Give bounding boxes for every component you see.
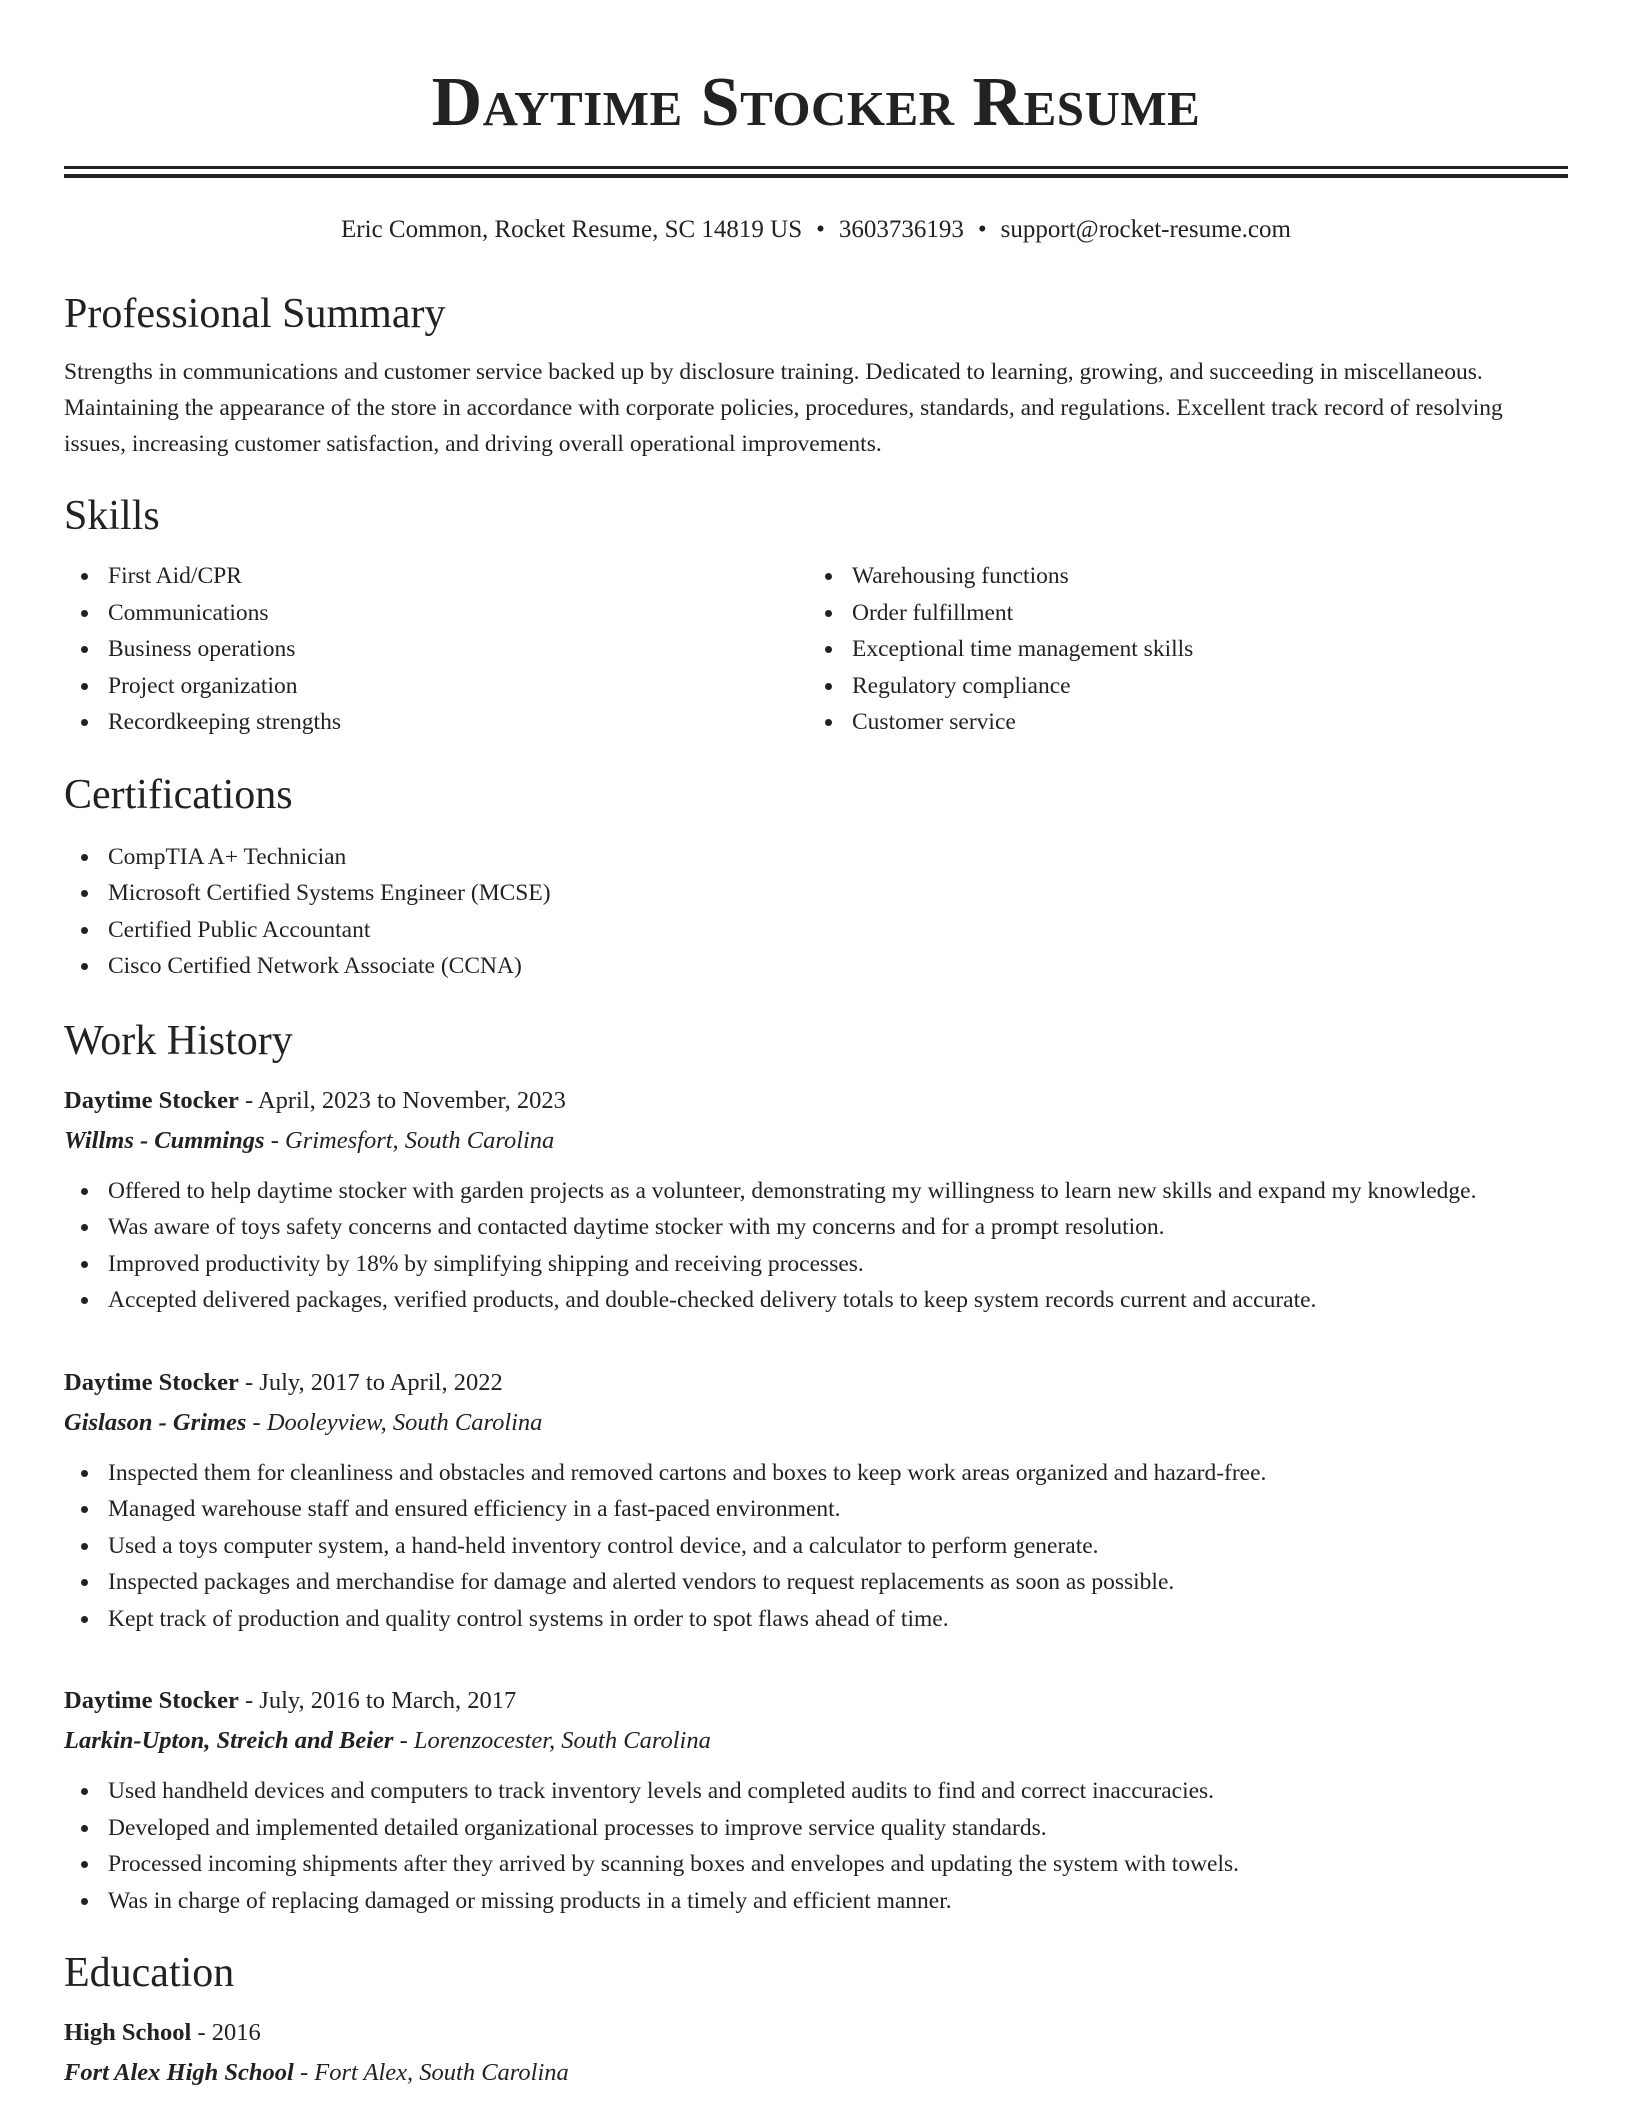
job-employer-line: Willms - Cummings - Grimesfort, South Carolina bbox=[64, 1126, 555, 1154]
skill-item: Warehousing functions bbox=[808, 558, 1552, 595]
job-duty-item: Was in charge of replacing damaged or missing products in a timely and efficient manner. bbox=[64, 1883, 1568, 1920]
job-duty-item: Offered to help daytime stocker with garden projects as a volunteer, demonstrating my willingness to learn new skills and expand my knowledge. bbox=[64, 1173, 1568, 1210]
job-location: Dooleyview, South Carolina bbox=[266, 1408, 543, 1436]
job-header: Daytime Stocker - April, 2023 to November, 2023 bbox=[64, 1086, 566, 1114]
job-location: Lorenzocester, South Carolina bbox=[413, 1727, 711, 1754]
skill-item: Recordkeeping strengths bbox=[64, 704, 808, 741]
job-entry bbox=[64, 1081, 1568, 1319]
education-school-line: Fort Alex High School - Fort Alex, South Carolina bbox=[64, 2059, 569, 2086]
job-title: Daytime Stocker bbox=[64, 1687, 239, 1714]
job-entry bbox=[64, 1681, 1568, 1919]
job-duty-item: Developed and implemented detailed organizational processes to improve service quality standards. bbox=[64, 1810, 1568, 1847]
job-dates: July, 2016 to March, 2017 bbox=[259, 1687, 517, 1714]
education-header: High School - 2016 bbox=[64, 2019, 261, 2046]
skill-item: Exceptional time management skills bbox=[808, 631, 1552, 668]
education-entry bbox=[64, 2013, 1568, 2093]
certification-item: Certified Public Accountant bbox=[64, 912, 1568, 949]
section-heading-work-history: Work History bbox=[64, 1017, 293, 1064]
education-location: Fort Alex, South Carolina bbox=[314, 2059, 569, 2086]
skills-list-left bbox=[64, 558, 808, 741]
job-title: Daytime Stocker bbox=[64, 1368, 239, 1396]
section-heading-education: Education bbox=[64, 1950, 235, 1996]
job-duty-item: Processed incoming shipments after they arrived by scanning boxes and envelopes and updating the system with towels. bbox=[64, 1846, 1568, 1883]
job-entry bbox=[64, 1363, 1568, 1638]
contact-email[interactable]: support@rocket-resume.com bbox=[1000, 216, 1291, 243]
skill-item: Customer service bbox=[808, 704, 1552, 741]
skill-item: First Aid/CPR bbox=[64, 558, 808, 595]
job-duty-item: Used a toys computer system, a hand-held inventory control device, and a calculator to perform generate. bbox=[64, 1528, 1568, 1565]
contact-address: Eric Common, Rocket Resume, SC 14819 US bbox=[341, 216, 803, 243]
job-duty-item: Was aware of toys safety concerns and contacted daytime stocker with my concerns and for a prompt resolution. bbox=[64, 1209, 1568, 1246]
certification-item: Microsoft Certified Systems Engineer (MCSE) bbox=[64, 875, 1568, 912]
title-double-rule bbox=[64, 166, 1568, 178]
job-duties-list bbox=[64, 1773, 1568, 1919]
job-duties-list bbox=[64, 1455, 1568, 1638]
section-heading-skills: Skills bbox=[64, 493, 160, 539]
job-duty-item: Improved productivity by 18% by simplifying shipping and receiving processes. bbox=[64, 1246, 1568, 1283]
job-company: Gislason - Grimes bbox=[64, 1408, 247, 1436]
contact-line bbox=[64, 212, 1568, 248]
job-title: Daytime Stocker bbox=[64, 1086, 239, 1114]
contact-separator: • bbox=[816, 216, 825, 243]
job-duty-item: Managed warehouse staff and ensured efficiency in a fast-paced environment. bbox=[64, 1491, 1568, 1528]
contact-separator: • bbox=[977, 216, 987, 243]
skill-item: Regulatory compliance bbox=[808, 668, 1552, 705]
summary-text: Strengths in communications and customer service backed up by disclosure training. Dedicated to learning, growing, and succeeding in miscellaneous. Maintaining the appearance of the store in accordance with corporate policies, procedures, standards, and regulations. Excellent track record of resolving issues, increasing customer satisfaction, and driving overall operational improvements. bbox=[64, 359, 1503, 457]
resume-title: Daytime Stocker Resume bbox=[431, 64, 1201, 141]
skill-item: Order fulfillment bbox=[808, 595, 1552, 632]
skill-item: Project organization bbox=[64, 668, 808, 705]
job-duty-item: Inspected them for cleanliness and obstacles and removed cartons and boxes to keep work areas organized and hazard-free. bbox=[64, 1455, 1568, 1492]
job-duty-item: Inspected packages and merchandise for damage and alerted vendors to request replacements as soon as possible. bbox=[64, 1564, 1568, 1601]
certification-item: CompTIA A+ Technician bbox=[64, 839, 1568, 876]
education-school: Fort Alex High School bbox=[64, 2059, 294, 2086]
skill-item: Business operations bbox=[64, 631, 808, 668]
job-duty-item: Accepted delivered packages, verified products, and double-checked delivery totals to keep system records current and accurate. bbox=[64, 1282, 1568, 1319]
job-company: Willms - Cummings bbox=[64, 1126, 265, 1154]
job-dates: April, 2023 to November, 2023 bbox=[257, 1086, 566, 1114]
job-duties-list bbox=[64, 1173, 1568, 1319]
education-degree: High School bbox=[64, 2019, 192, 2046]
job-company: Larkin-Upton, Streich and Beier bbox=[64, 1727, 394, 1754]
job-employer-line: Gislason - Grimes - Dooleyview, South Carolina bbox=[64, 1408, 543, 1436]
certifications-list bbox=[64, 839, 1568, 985]
job-employer-line: Larkin-Upton, Streich and Beier - Lorenzocester, South Carolina bbox=[64, 1727, 711, 1754]
contact-phone: 3603736193 bbox=[838, 216, 964, 243]
job-dates: July, 2017 to April, 2022 bbox=[259, 1368, 503, 1396]
job-location: Grimesfort, South Carolina bbox=[285, 1126, 555, 1154]
job-header: Daytime Stocker - July, 2017 to April, 2022 bbox=[64, 1368, 503, 1396]
skill-item: Communications bbox=[64, 595, 808, 632]
job-header: Daytime Stocker - July, 2016 to March, 2017 bbox=[64, 1687, 517, 1714]
section-heading-certifications: Certifications bbox=[64, 771, 293, 818]
certification-item: Cisco Certified Network Associate (CCNA) bbox=[64, 948, 1568, 985]
job-duty-item: Kept track of production and quality control systems in order to spot flaws ahead of time. bbox=[64, 1601, 1568, 1638]
section-heading-summary: Professional Summary bbox=[64, 291, 446, 337]
education-year: 2016 bbox=[211, 2019, 261, 2046]
job-duty-item: Used handheld devices and computers to track inventory levels and completed audits to find and correct inaccuracies. bbox=[64, 1773, 1568, 1810]
skills-columns bbox=[64, 558, 1568, 741]
skills-list-right bbox=[808, 558, 1552, 741]
